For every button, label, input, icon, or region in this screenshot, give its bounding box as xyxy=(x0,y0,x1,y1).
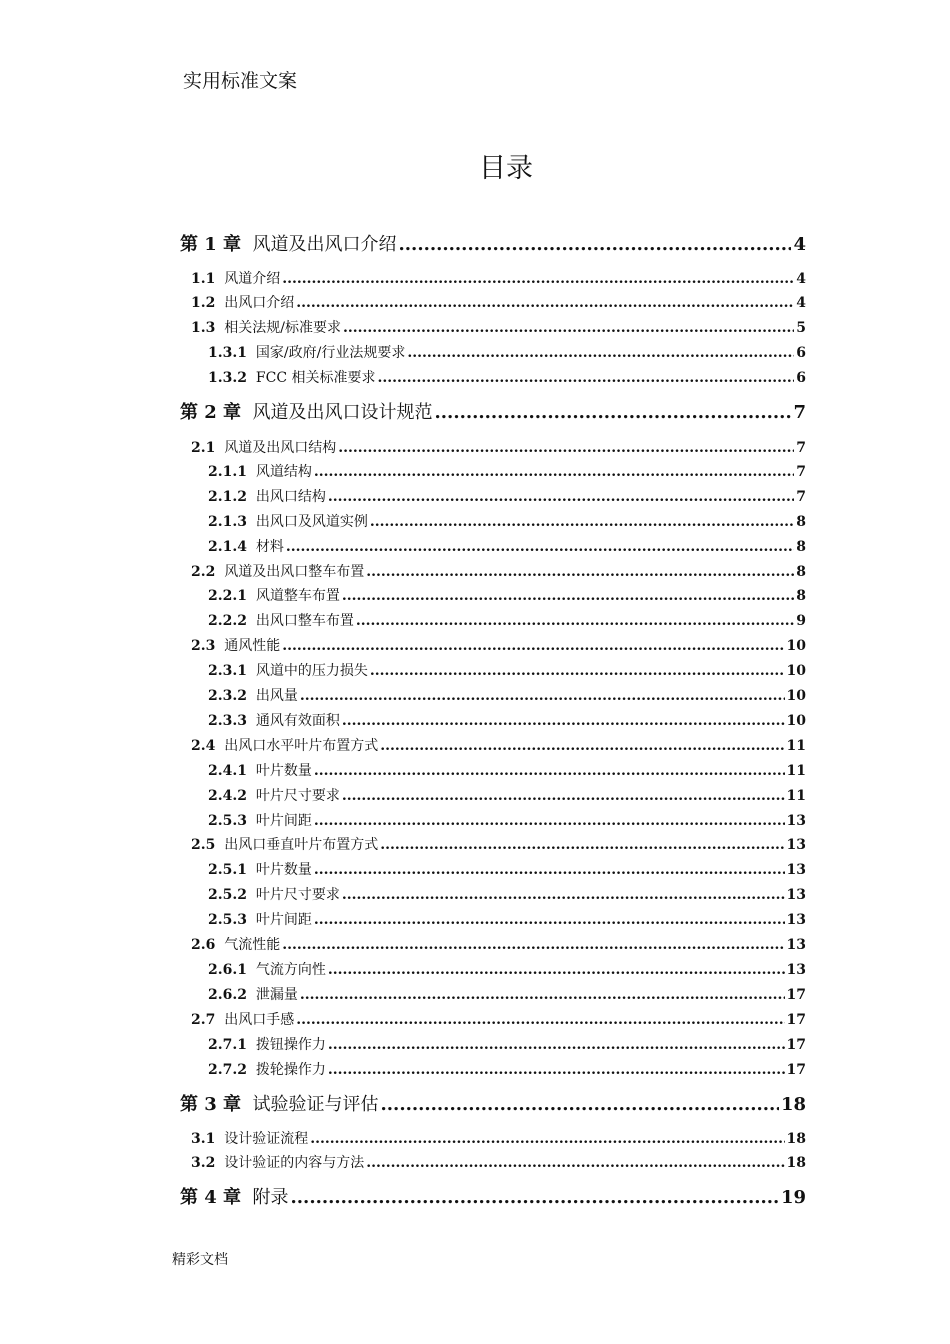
toc-dot-leader xyxy=(282,638,784,654)
toc-dot-leader xyxy=(342,788,785,804)
toc-entry-number: 2.2.2 xyxy=(208,613,247,629)
toc-entry-page: 11 xyxy=(786,738,806,754)
toc-entry-page: 8 xyxy=(796,514,806,530)
toc-dot-leader xyxy=(296,295,794,311)
toc-entry-title: 泄漏量 xyxy=(255,987,298,1003)
toc-entry-number: 1.2 xyxy=(191,295,216,311)
toc-entry-page: 17 xyxy=(786,1062,806,1078)
toc-entry[interactable] xyxy=(208,810,806,830)
toc-entry[interactable] xyxy=(191,834,806,854)
toc-entry[interactable] xyxy=(208,367,806,387)
toc-entry[interactable] xyxy=(208,1034,806,1054)
toc-entry-number: 2.7.2 xyxy=(208,1062,247,1078)
toc-entry-page: 19 xyxy=(780,1187,806,1208)
toc-entry-title: 叶片尺寸要求 xyxy=(255,788,340,804)
toc-entry-page: 8 xyxy=(796,588,806,604)
toc-entry-title: 风道结构 xyxy=(255,464,312,480)
toc-entry-number: 3.2 xyxy=(191,1155,216,1171)
toc-entry[interactable] xyxy=(191,934,806,954)
toc-entry-title: 风道中的压力损失 xyxy=(255,663,368,679)
toc-entry[interactable] xyxy=(208,959,806,979)
toc-entry-title: 出风口整车布置 xyxy=(255,613,354,629)
toc-entry[interactable] xyxy=(208,859,806,879)
toc-entry-title: 叶片尺寸要求 xyxy=(255,887,340,903)
toc-entry[interactable] xyxy=(208,909,806,929)
toc-title: 目录 xyxy=(479,153,533,184)
toc-entry-page: 17 xyxy=(786,987,806,1003)
toc-entry-page: 10 xyxy=(786,713,806,729)
toc-entry-page: 10 xyxy=(786,688,806,704)
toc-entry[interactable] xyxy=(208,760,806,780)
toc-entry-number: 2.7.1 xyxy=(208,1037,247,1053)
toc-entry[interactable] xyxy=(208,884,806,904)
toc-entry-number: 1.1 xyxy=(191,271,216,287)
toc-entry-title: 拨钮操作力 xyxy=(255,1037,326,1053)
toc-entry-title: 叶片间距 xyxy=(255,813,312,829)
toc-entry-page: 7 xyxy=(796,489,806,505)
toc-entry-number: 2.3 xyxy=(191,638,216,654)
toc-dot-leader xyxy=(310,1131,784,1147)
toc-dot-leader xyxy=(314,912,785,928)
toc-entry-page: 13 xyxy=(786,887,806,903)
toc-entry-page: 4 xyxy=(796,271,806,287)
toc-dot-leader xyxy=(314,862,785,878)
toc-dot-leader xyxy=(399,234,792,255)
toc-entry-title: 气流性能 xyxy=(224,937,281,953)
toc-entry-title: 出风口结构 xyxy=(255,489,326,505)
toc-entry-page: 5 xyxy=(796,320,806,336)
toc-dot-leader xyxy=(314,464,794,480)
toc-entry-title: 国家/政府/行业法规要求 xyxy=(255,345,406,361)
toc-entry-number: 2.2 xyxy=(191,564,216,580)
toc-entry[interactable] xyxy=(191,268,806,288)
toc-entry-page: 17 xyxy=(786,1037,806,1053)
toc-entry-number: 2.2.1 xyxy=(208,588,247,604)
toc-dot-leader xyxy=(291,1187,779,1208)
toc-entry[interactable] xyxy=(191,292,806,312)
toc-dot-leader xyxy=(342,887,785,903)
toc-dot-leader xyxy=(314,763,785,779)
toc-entry-title: 设计验证流程 xyxy=(224,1131,309,1147)
toc-entry-title: 风道整车布置 xyxy=(255,588,340,604)
toc-entry[interactable] xyxy=(180,230,806,256)
toc-entry-number: 2.5.2 xyxy=(208,887,247,903)
toc-entry-title: 设计验证的内容与方法 xyxy=(224,1155,365,1171)
toc-entry-page: 18 xyxy=(786,1131,806,1147)
toc-dot-leader xyxy=(356,613,794,629)
toc-entry[interactable] xyxy=(208,685,806,705)
toc-entry-number: 3.1 xyxy=(191,1131,216,1147)
toc-entry-title: 风道及出风口整车布置 xyxy=(224,564,365,580)
toc-dot-leader xyxy=(328,489,794,505)
toc-entry-title: 材料 xyxy=(255,539,284,555)
toc-dot-leader xyxy=(407,345,794,361)
toc-entry-page: 6 xyxy=(796,345,806,361)
toc-entry-page: 17 xyxy=(786,1012,806,1028)
toc-entry-title: 出风口及风道实例 xyxy=(255,514,368,530)
toc-entry[interactable] xyxy=(191,735,806,755)
toc-dot-leader xyxy=(370,663,785,679)
page-header: 实用标准文案 xyxy=(183,70,298,92)
toc-entry-page: 11 xyxy=(786,763,806,779)
toc-entry-page: 7 xyxy=(796,464,806,480)
toc-entry-page: 10 xyxy=(786,663,806,679)
toc-entry-title: 相关法规/标准要求 xyxy=(224,320,341,336)
toc-entry[interactable] xyxy=(208,536,806,556)
toc-entry-number: 1.3 xyxy=(191,320,216,336)
toc-entry[interactable] xyxy=(180,398,806,424)
toc-dot-leader xyxy=(282,937,784,953)
toc-entry-number: 2.1.4 xyxy=(208,539,247,555)
toc-entry-page: 6 xyxy=(796,370,806,386)
toc-entry[interactable] xyxy=(180,1090,806,1116)
toc-entry-page: 4 xyxy=(793,234,806,255)
toc-dot-leader xyxy=(314,813,785,829)
toc-entry-title: 通风有效面积 xyxy=(255,713,340,729)
toc-entry-title: 出风量 xyxy=(255,688,298,704)
toc-entry-title: 出风口水平叶片布置方式 xyxy=(224,738,379,754)
toc-entry-number: 2.3.3 xyxy=(208,713,247,729)
toc-entry-page: 18 xyxy=(780,1094,806,1115)
toc-entry[interactable] xyxy=(191,635,806,655)
toc-entry-page: 13 xyxy=(786,962,806,978)
toc-entry-title: FCC 相关标准要求 xyxy=(255,370,376,386)
toc-entry-title: 风道及出风口设计规范 xyxy=(252,402,433,423)
toc-dot-leader xyxy=(377,370,794,386)
toc-dot-leader xyxy=(342,713,785,729)
toc-entry-title: 拨轮操作力 xyxy=(255,1062,326,1078)
toc-dot-leader xyxy=(328,1037,785,1053)
toc-entry-title: 出风口手感 xyxy=(224,1012,295,1028)
toc-entry-number: 第 4 章 xyxy=(180,1187,242,1208)
toc-entry-number: 2.5.3 xyxy=(208,912,247,928)
toc-entry-number: 2.3.2 xyxy=(208,688,247,704)
toc-entry-number: 2.1.2 xyxy=(208,489,247,505)
toc-entry-title: 出风口介绍 xyxy=(224,295,295,311)
toc-dot-leader xyxy=(300,987,785,1003)
toc-entry[interactable] xyxy=(191,561,806,581)
toc-entry-number: 第 1 章 xyxy=(180,234,242,255)
toc-entry-number: 2.4.2 xyxy=(208,788,247,804)
toc-entry[interactable] xyxy=(208,785,806,805)
toc-entry-page: 13 xyxy=(786,912,806,928)
toc-dot-leader xyxy=(370,514,794,530)
toc-entry[interactable] xyxy=(208,461,806,481)
toc-entry[interactable] xyxy=(191,1009,806,1029)
toc-entry-page: 9 xyxy=(796,613,806,629)
toc-entry-title: 风道介绍 xyxy=(224,271,281,287)
toc-dot-leader xyxy=(328,962,785,978)
toc-entry-page: 11 xyxy=(786,788,806,804)
toc-entry-title: 附录 xyxy=(252,1187,289,1208)
page-footer: 精彩文档 xyxy=(172,1252,228,1268)
toc-entry-number: 2.1 xyxy=(191,440,216,456)
toc-entry-number: 2.6.2 xyxy=(208,987,247,1003)
toc-entry[interactable] xyxy=(208,486,806,506)
toc-entry-number: 1.3.2 xyxy=(208,370,247,386)
toc-entry-title: 叶片间距 xyxy=(255,912,312,928)
toc-entry-page: 8 xyxy=(796,539,806,555)
toc-entry[interactable] xyxy=(208,984,806,1004)
toc-dot-leader xyxy=(435,402,792,423)
toc-entry[interactable] xyxy=(191,1152,806,1172)
toc-entry-title: 叶片数量 xyxy=(255,862,312,878)
toc-dot-leader xyxy=(381,1094,779,1115)
toc-entry[interactable] xyxy=(208,660,806,680)
toc-entry-number: 2.6 xyxy=(191,937,216,953)
toc-dot-leader xyxy=(328,1062,785,1078)
toc-entry-number: 2.1.1 xyxy=(208,464,247,480)
toc-entry-number: 2.5 xyxy=(191,837,216,853)
toc-entry-page: 7 xyxy=(793,402,806,423)
toc-dot-leader xyxy=(380,837,784,853)
toc-entry[interactable] xyxy=(191,437,806,457)
toc-entry-page: 8 xyxy=(796,564,806,580)
toc-entry-page: 18 xyxy=(786,1155,806,1171)
toc-dot-leader xyxy=(343,320,794,336)
toc-entry-title: 叶片数量 xyxy=(255,763,312,779)
toc-entry-number: 2.6.1 xyxy=(208,962,247,978)
toc-entry-number: 2.5.3 xyxy=(208,813,247,829)
toc-entry[interactable] xyxy=(208,342,806,362)
toc-entry-number: 2.4.1 xyxy=(208,763,247,779)
toc-entry[interactable] xyxy=(208,585,806,605)
toc-entry[interactable] xyxy=(180,1183,806,1209)
toc-entry[interactable] xyxy=(208,710,806,730)
toc-entry[interactable] xyxy=(208,1059,806,1079)
toc-entry-number: 第 3 章 xyxy=(180,1094,242,1115)
toc-entry-title: 气流方向性 xyxy=(255,962,326,978)
toc-dot-leader xyxy=(366,564,794,580)
toc-dot-leader xyxy=(296,1012,784,1028)
toc-entry-title: 通风性能 xyxy=(224,638,281,654)
toc-dot-leader xyxy=(380,738,784,754)
toc-entry-page: 13 xyxy=(786,862,806,878)
toc-entry-number: 2.5.1 xyxy=(208,862,247,878)
toc-entry-page: 10 xyxy=(786,638,806,654)
toc-dot-leader xyxy=(300,688,785,704)
toc-dot-leader xyxy=(366,1155,784,1171)
toc-entry-number: 2.7 xyxy=(191,1012,216,1028)
toc-entry-page: 4 xyxy=(796,295,806,311)
toc-entry-page: 7 xyxy=(796,440,806,456)
toc-entry-number: 2.3.1 xyxy=(208,663,247,679)
toc-entry-number: 2.1.3 xyxy=(208,514,247,530)
toc-dot-leader xyxy=(282,271,794,287)
toc-dot-leader xyxy=(342,588,794,604)
toc-entry-number: 第 2 章 xyxy=(180,402,242,423)
toc-dot-leader xyxy=(286,539,794,555)
toc-entry-title: 出风口垂直叶片布置方式 xyxy=(224,837,379,853)
toc-entry-page: 13 xyxy=(786,837,806,853)
toc-entry-number: 2.4 xyxy=(191,738,216,754)
toc-entry-title: 风道及出风口介绍 xyxy=(252,234,397,255)
toc-entry[interactable] xyxy=(191,317,806,337)
toc-entry[interactable] xyxy=(208,610,806,630)
toc-entry-page: 13 xyxy=(786,813,806,829)
toc-entry-number: 1.3.1 xyxy=(208,345,247,361)
toc-entry-page: 13 xyxy=(786,937,806,953)
toc-dot-leader xyxy=(338,440,794,456)
toc-entry-title: 风道及出风口结构 xyxy=(224,440,337,456)
toc-entry[interactable] xyxy=(208,511,806,531)
toc-entry-title: 试验验证与评估 xyxy=(252,1094,379,1115)
toc-entry[interactable] xyxy=(191,1128,806,1148)
